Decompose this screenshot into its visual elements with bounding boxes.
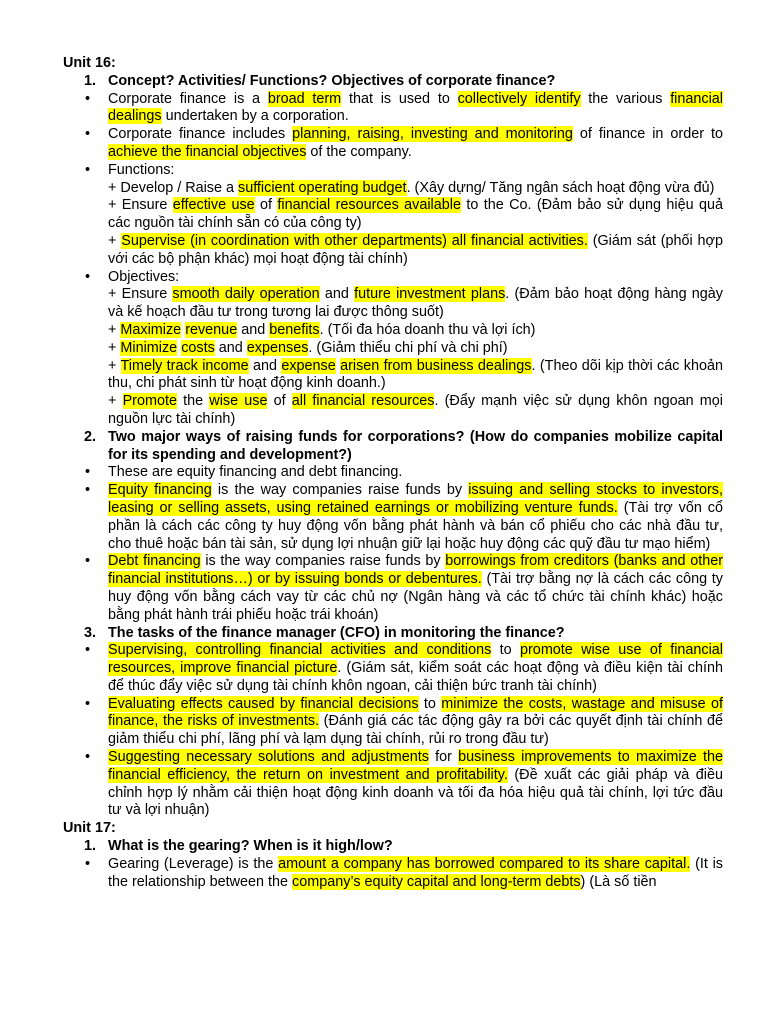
text-run: is the way companies raise funds by	[200, 553, 446, 570]
highlighted-text: issuing and selling stocks to investors, leasing or selling assets, using retained earnings or mobilizing venture funds.	[108, 482, 723, 516]
text-run: Corporate finance includes	[108, 126, 293, 143]
text-run: . (Tối đa hóa doanh thu và lợi ích)	[319, 321, 536, 338]
text-run: +	[108, 357, 121, 374]
bullet-icon: •	[85, 161, 91, 178]
text-run: . (Đẩy mạnh việc sử dụng khôn ngoan mọi nguồn lực tài chính)	[108, 393, 723, 427]
text-run: and	[248, 357, 282, 374]
highlighted-text: achieve the financial objectives	[108, 143, 307, 160]
text-run: . (Đảm bảo hoạt động hàng ngày và kế hoạch đầu tư trong tương lai được thông suốt)	[108, 286, 723, 321]
question-title: Two major ways of raising funds for corporations? (How do companies mobilize capital for its spending and development?)	[108, 428, 723, 463]
bullet-item	[63, 91, 723, 127]
text-run: (Giám sát (phối hợp với các bộ phận khác) mọi hoạt động tài chính)	[108, 232, 724, 267]
highlighted-text: promote wise use of financial resources, improve financial picture	[108, 642, 723, 677]
bullet-item	[63, 464, 723, 482]
highlighted-text: expense	[281, 357, 336, 374]
highlighted-text: financial resources available	[277, 197, 461, 214]
bullet-item	[63, 856, 723, 892]
question-title: Concept? Activities/ Functions? Objectives of corporate finance?	[108, 72, 556, 89]
text-run: and	[214, 339, 247, 356]
text-run: Functions:	[108, 161, 175, 178]
highlighted-text: benefits	[269, 321, 320, 338]
text-run: . (Xây dựng/ Tăng ngân sách hoạt động vừa đủ)	[406, 179, 715, 196]
unit-title: Unit 17:	[63, 820, 116, 837]
bullet-icon: •	[85, 268, 91, 285]
document-page	[63, 55, 723, 891]
bullet-icon: •	[85, 642, 91, 659]
question-heading	[63, 838, 723, 856]
text-run: . (Theo dõi kịp thời các khoản thu, chi phát sinh từ hoạt động kinh doanh.)	[108, 357, 724, 392]
text-run: to	[418, 695, 442, 712]
text-run: to the Co. (Đảm bảo sử dụng hiệu quả các nguồn tài chính sẵn có của công ty)	[108, 197, 723, 232]
highlighted-text: Maximize	[120, 321, 182, 338]
sub-item	[108, 180, 723, 198]
bullet-item	[63, 162, 723, 269]
sub-item	[108, 197, 723, 233]
highlighted-text: borrowings from creditors (banks and other financial institutions…) or by issuing bonds or debentures.	[108, 553, 723, 588]
sub-item	[108, 233, 723, 269]
text-run: the	[176, 393, 210, 410]
bullet-item	[63, 126, 723, 162]
bullet-icon: •	[85, 126, 91, 143]
sub-item	[108, 393, 723, 429]
text-run: of	[254, 197, 278, 214]
text-run: +	[108, 393, 123, 410]
highlighted-text: planning, raising, investing and monitoring	[292, 126, 573, 143]
highlighted-text: effective use	[172, 197, 255, 214]
highlighted-text: minimize the costs, wastage and misuse of finance, the risks of investments.	[108, 695, 724, 730]
highlighted-text: Supervising, controlling financial activities and conditions	[108, 642, 492, 659]
highlighted-text: future investment plans	[354, 286, 506, 303]
question-title: What is the gearing? When is it high/low?	[108, 838, 393, 855]
question-number: 1.	[84, 72, 97, 89]
text-run: (Tài trợ vốn cổ phần là cách các công ty huy động vốn bằng phát hành và bán cổ phiếu cho các nhà đầu tư, cho thuê hoặc bán tài sản, sử dụng lợi nhuận giữ lại hoặc huy động các quỹ đầu tư mạo hiểm)	[108, 499, 723, 552]
highlighted-text: sufficient operating budget	[238, 179, 407, 196]
text-run: of finance in order to	[572, 126, 723, 143]
bullet-item	[63, 696, 723, 749]
bullet-icon: •	[85, 90, 91, 107]
bullet-icon: •	[85, 749, 91, 766]
text-run: and	[237, 321, 270, 338]
bullet-item	[63, 269, 723, 429]
text-run: + Develop / Raise a	[108, 179, 238, 196]
text-run: Gearing (Leverage) is the	[108, 855, 279, 872]
sub-item	[108, 358, 723, 394]
question-number: 3.	[84, 624, 97, 641]
highlighted-text: Equity financing	[108, 482, 212, 499]
highlighted-text: business improvements to maximize the financial efficiency, the return on investment and profitability.	[108, 749, 723, 783]
highlighted-text: revenue	[185, 321, 238, 338]
highlighted-text: financial dealings	[108, 90, 723, 125]
unit-title: Unit 16:	[63, 55, 116, 71]
text-run: of the company.	[306, 143, 412, 160]
question-number: 2.	[84, 428, 97, 445]
highlighted-text: amount a company has borrowed compared to its share capital.	[278, 855, 691, 872]
text-run: (Tài trợ bằng nợ là cách các công ty huy động vốn bằng cách vay từ các chủ nợ (Ngân hàng và các tổ chức tài chính khác) hoặc bằng phát hành trái phiếu hoặc trái khoán)	[108, 571, 723, 623]
text-run: Objectives:	[108, 268, 180, 285]
highlighted-text: expenses	[246, 339, 309, 356]
bullet-icon: •	[85, 695, 91, 712]
question-heading	[63, 429, 723, 465]
text-run: ) (Là số tiền	[580, 873, 657, 890]
text-run: +	[108, 321, 121, 338]
text-run: the various	[580, 90, 671, 107]
text-run: +	[108, 232, 122, 249]
highlighted-text: Debt financing	[108, 553, 201, 570]
highlighted-text: broad term	[267, 90, 342, 107]
text-run: (Đề xuất các giải pháp và điều chỉnh hợp lý nhằm cải thiện hoạt động kinh doanh và tối đa hóa hiệu quả tài chính, lợi tức đầu tư và lợi nhuận)	[108, 766, 724, 819]
highlighted-text: collectively identify	[457, 90, 581, 107]
text-run: + Ensure	[108, 197, 173, 214]
highlighted-text: costs	[181, 339, 215, 356]
bullet-icon: •	[85, 464, 91, 481]
highlighted-text: Minimize	[120, 339, 178, 356]
text-run: +	[108, 339, 121, 356]
text-run: is the way companies raise funds by	[211, 482, 469, 499]
sub-item	[108, 340, 723, 358]
bullet-icon: •	[85, 482, 91, 499]
text-run: (It is the relationship between the	[108, 855, 723, 890]
text-run: . (Giảm thiểu chi phí và chi phí)	[308, 339, 508, 356]
text-run: and	[319, 286, 355, 303]
text-run: to	[491, 642, 521, 659]
highlighted-text: arisen from business dealings	[340, 357, 532, 374]
text-run: for	[428, 749, 459, 766]
text-run: + Ensure	[108, 286, 173, 303]
text-run: . (Giám sát, kiểm soát các hoạt động và điều kiện tài chính để thúc đẩy việc sử dụng tài chính khôn ngoan, cải thiện bức tranh tài chính)	[108, 660, 723, 694]
text-run: of	[267, 393, 292, 410]
highlighted-text: Suggesting necessary solutions and adjustments	[108, 749, 429, 766]
question-title: The tasks of the finance manager (CFO) in monitoring the finance?	[108, 624, 565, 641]
text-run: Corporate finance is a	[108, 90, 268, 107]
highlighted-text: wise use	[209, 393, 268, 410]
bullet-item	[63, 482, 723, 553]
question-heading	[63, 625, 723, 643]
bullet-icon: •	[85, 553, 91, 570]
highlighted-text: Evaluating effects caused by financial decisions	[108, 695, 419, 712]
sub-item	[108, 286, 723, 322]
bullet-item	[63, 553, 723, 624]
text-run: that is used to	[341, 90, 458, 107]
bullet-item	[63, 749, 723, 820]
question-heading	[63, 73, 723, 91]
highlighted-text: company’s equity capital and long-term debts	[292, 873, 581, 890]
sub-item	[108, 322, 723, 340]
highlighted-text: all financial resources	[291, 393, 435, 410]
highlighted-text: Promote	[122, 393, 177, 410]
question-number: 1.	[84, 838, 97, 855]
text-run: These are equity financing and debt financing.	[108, 464, 403, 481]
highlighted-text: Timely track income	[120, 357, 249, 374]
bullet-icon: •	[85, 855, 91, 872]
text-run: (Đánh giá các tác động gây ra bởi các quyết định tài chính để giảm thiểu chi phí, lãng phí và lạm dụng tài chính, rủi ro trong đầu tư)	[108, 713, 723, 748]
text-run: undertaken by a corporation.	[161, 108, 349, 125]
highlighted-text: smooth daily operation	[172, 286, 320, 303]
highlighted-text: Supervise (in coordination with other departments) all financial activities.	[121, 232, 588, 249]
bullet-item	[63, 642, 723, 695]
